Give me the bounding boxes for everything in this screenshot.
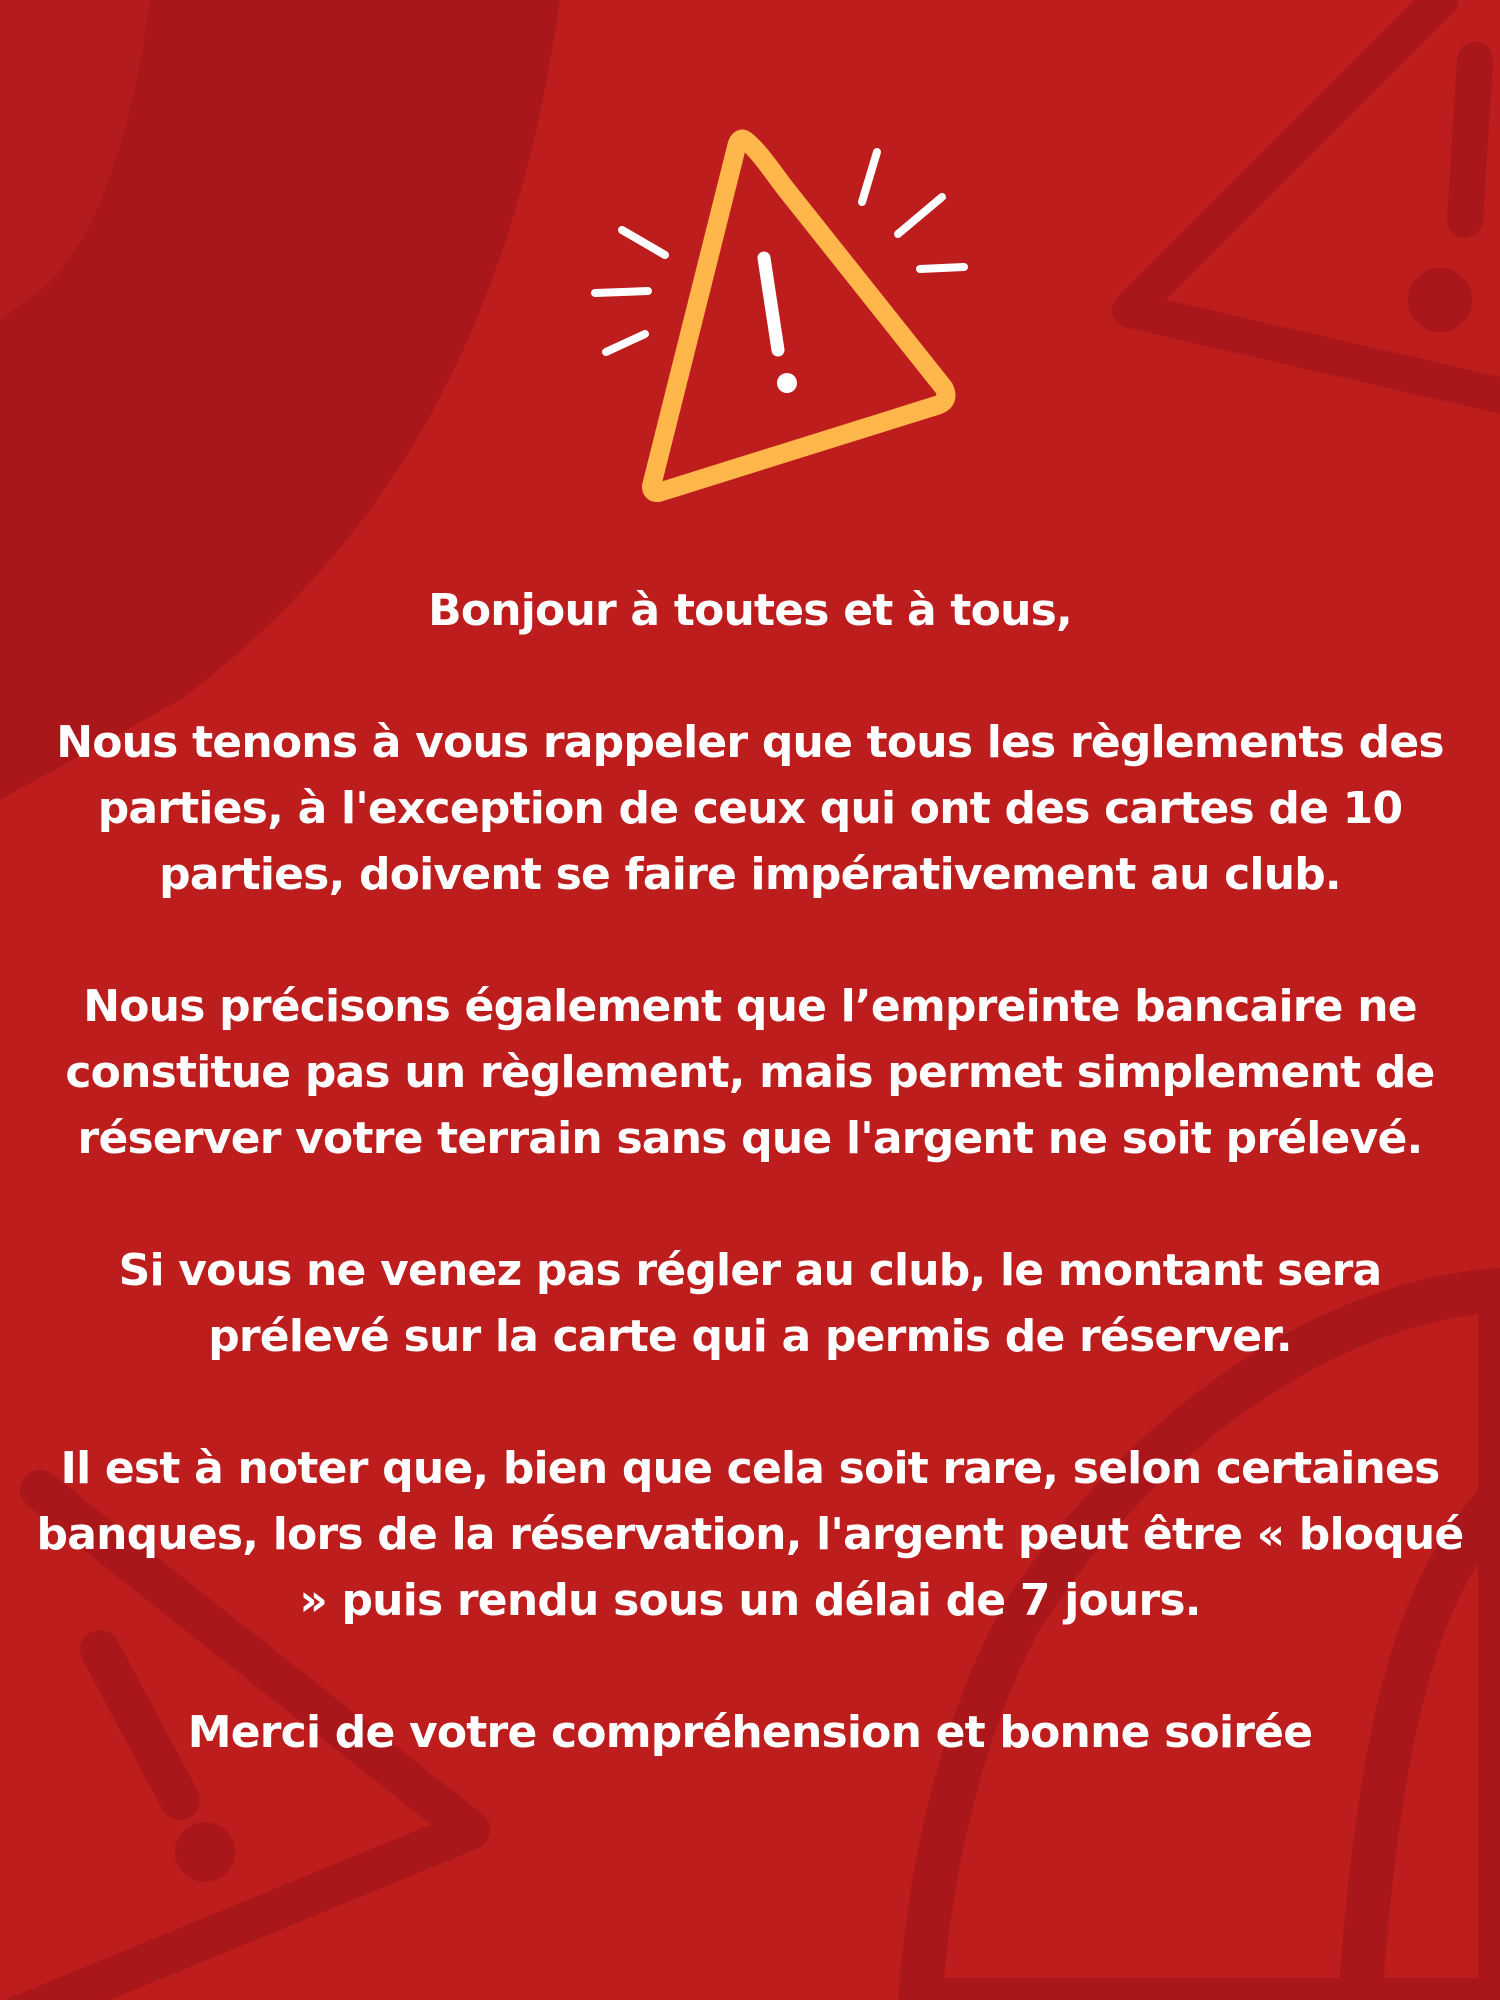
unpaid-charge-text: Si vous ne venez pas régler au club, le montant sera prélevé sur la carte qui a permis de réserver. <box>118 1245 1382 1362</box>
closing-text: Merci de votre compréhension et bonne soirée <box>187 1707 1313 1758</box>
bank-hold-note-text: Il est à noter que, bien que cela soit rare, selon certaines banques, lors de la réservation, l'argent peut être « bloqué » puis rendu sous un délai de 7 jours. <box>36 1443 1464 1626</box>
warning-triangle-icon <box>585 125 975 510</box>
greeting-text: Bonjour à toutes et à tous, <box>428 585 1072 636</box>
payment-reminder-text: Nous tenons à vous rappeler que tous les règlements des parties, à l'exception de ceux qui ont des cartes de 10 parties, doivent se faire impérativement au club. <box>56 717 1444 900</box>
warning-triangle-icon <box>1130 0 1500 400</box>
announcement-message <box>30 578 1470 1766</box>
warning-dot-shape <box>175 1822 235 1882</box>
bank-imprint-text: Nous précisons également que l’empreinte bancaire ne constitue pas un règlement, mais permet simplement de réserver votre terrain sans que l'argent ne soit prélevé. <box>65 981 1435 1164</box>
